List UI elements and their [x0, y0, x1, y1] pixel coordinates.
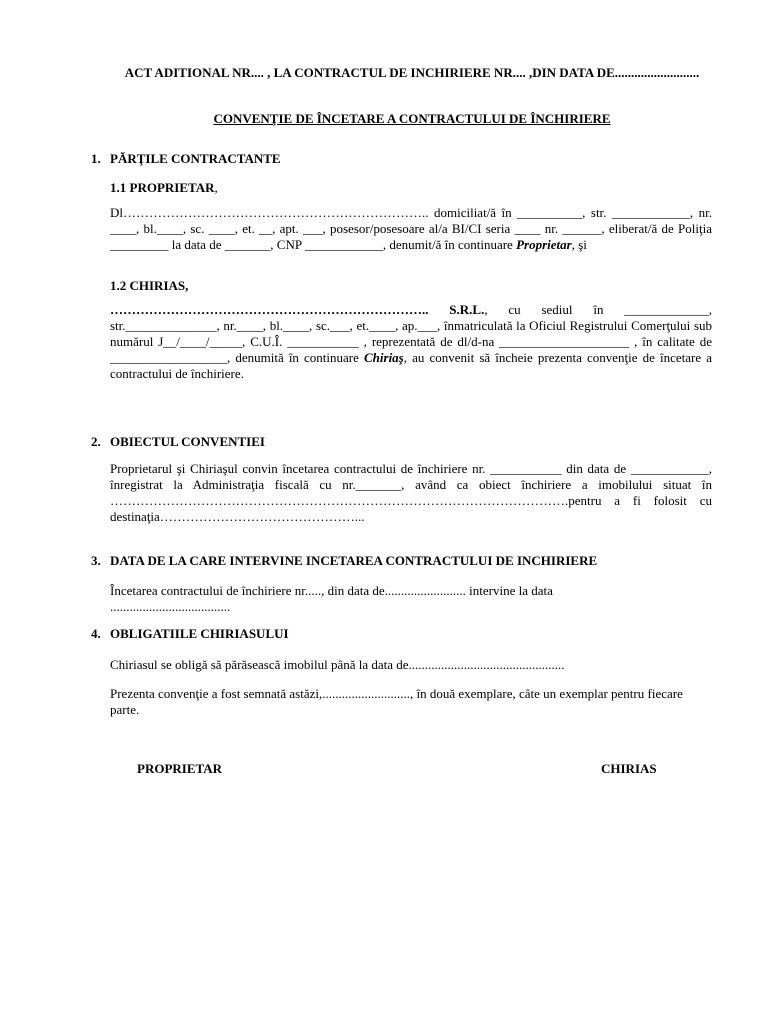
section-2-heading — [91, 434, 265, 450]
owner-text-end: , şi — [571, 237, 587, 252]
section-3-text: Încetarea contractului de închiriere nr....., din data de......................... intervine la data ..................................... — [110, 583, 553, 614]
signature-owner-label: PROPRIETAR — [137, 761, 222, 776]
section-2-number: 2. — [91, 434, 101, 449]
section-3-number: 3. — [91, 553, 101, 568]
section-3-heading — [91, 553, 598, 569]
subsection-1-1-heading — [110, 180, 218, 196]
section-4-text-1: Chiriasul se obligă să părăsească imobilul până la data de................................................ — [110, 657, 565, 672]
tenant-term: Chiriaş — [364, 350, 404, 365]
subsection-1-1-text — [110, 205, 712, 253]
document-title: ACT ADITIONAL NR.... , LA CONTRACTUL DE INCHIRIERE NR.... ,DIN DATA DE.......................... — [124, 65, 700, 80]
signature-tenant-label: CHIRIAS — [601, 761, 657, 776]
section-3-title: DATA DE LA CARE INTERVINE INCETAREA CONTRACTULUI DE INCHIRIERE — [110, 553, 598, 568]
subsection-1-2-text — [110, 302, 712, 382]
section-4-heading — [91, 626, 289, 642]
section-2-text: Proprietarul şi Chiriaşul convin încetarea contractului de închiriere nr. ___________ din data de ____________, înregistrat la Administraţia fiscală cu nr._______, având ca obiect închiriere a imobilului situat în …………………………………………………………………………………………….pentru a fi folosit cu destinaţia………………………………………... — [110, 461, 712, 524]
section-2-title: OBIECTUL CONVENTIEI — [110, 434, 265, 449]
tenant-text-end: , au convenit să încheie prezenta convenţie de încetare a contractului de închiriere. — [110, 350, 713, 381]
tenant-details-text: , cu sediul în _____________, str.______________, nr.____, bl.____, sc.___, et.____, ap.___, înmatriculată la Oficiul Registrului Comerţului sub numărul J__/____/_____, C.U.Î. ___________ , reprezentată de dl/d-na ____________________ , în calitate de __________________, denumită în continuare — [110, 302, 712, 365]
owner-details-text: Dl…………………………………………………………….. domiciliat/ă în __________, str. ____________, nr. ____, bl.____, sc. ____, et. __, apt. ___, posesor/posesoare al/a BI/CI seria ____ nr. ______, eliberat/ă de Poliţia _________ la data de _______, CNP ____________, denumit/ă în continuare — [110, 205, 712, 252]
document-subtitle: CONVENŢIE DE ÎNCETARE A CONTRACTULUI DE ÎNCHIRIERE — [213, 111, 611, 126]
section-1-title: PĂRŢILE CONTRACTANTE — [110, 151, 281, 166]
subsection-1-1-suffix: , — [214, 180, 218, 195]
section-4-number: 4. — [91, 626, 101, 641]
section-1-heading — [91, 151, 281, 167]
section-1-number: 1. — [91, 151, 101, 166]
section-4-text-2: Prezenta convenţie a fost semnată astăzi,..........................., în două exemplare, câte un exemplar pentru fiecare parte. — [110, 686, 683, 717]
subsection-1-2-heading: 1.2 CHIRIAS, — [110, 278, 189, 293]
section-4-title: OBLIGATIILE CHIRIASULUI — [110, 626, 289, 641]
subsection-1-1-title: 1.1 PROPRIETAR — [110, 180, 215, 195]
tenant-company-name: ……………………………………………………………….. S.R.L. — [110, 302, 485, 317]
owner-term: Proprietar — [516, 237, 572, 252]
